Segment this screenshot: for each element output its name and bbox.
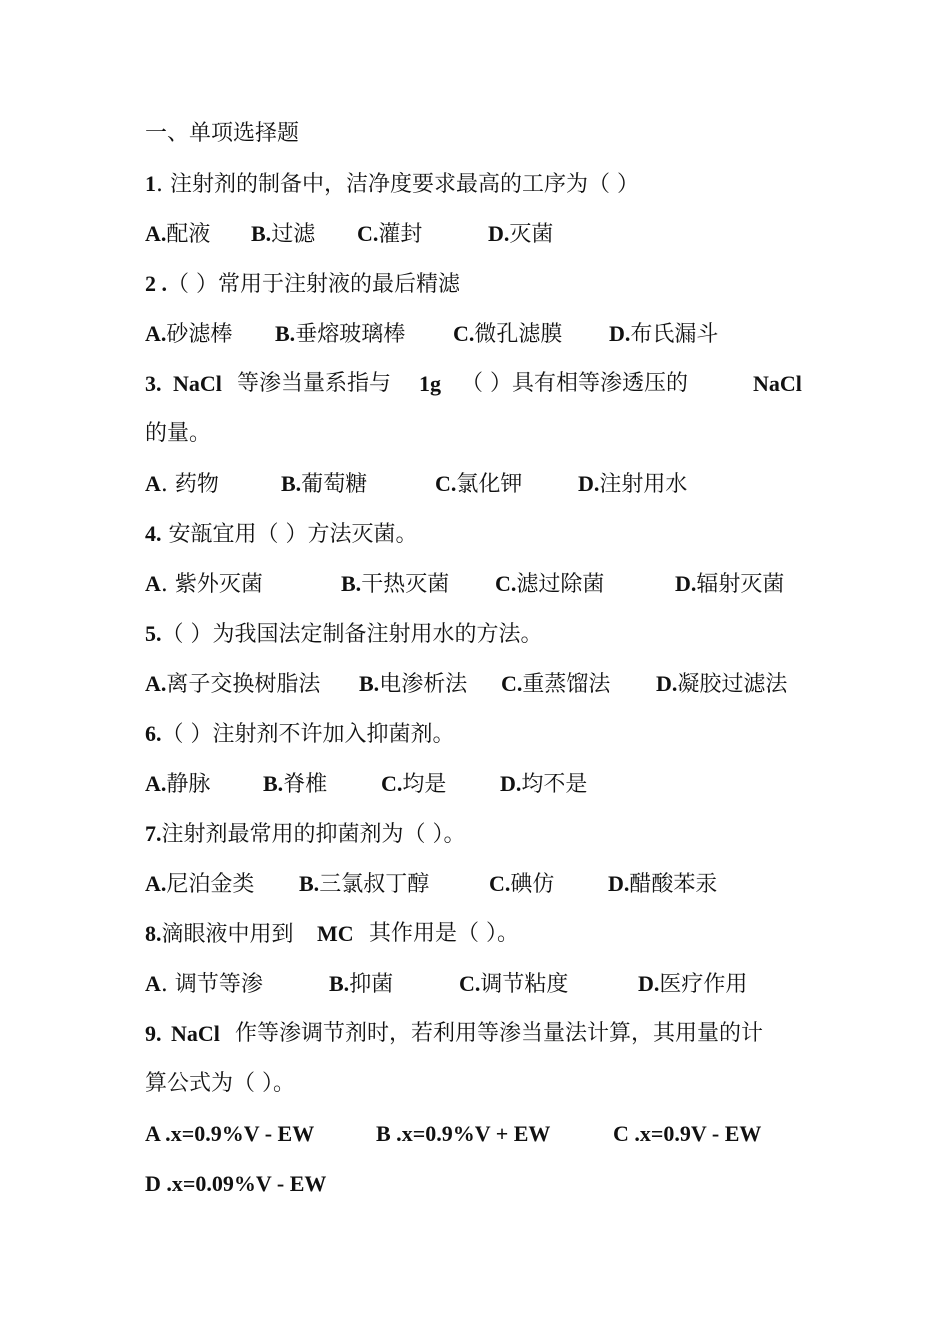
nacl-term: NaCl	[753, 371, 802, 396]
question-number: 8.	[145, 921, 162, 946]
question-5	[145, 619, 543, 650]
mc-term: MC	[317, 921, 354, 946]
question-number: 1	[145, 171, 156, 196]
question-9-continued: 算公式为（ ）。	[145, 1071, 295, 1096]
section-title: 一、单项选择题	[145, 121, 300, 146]
question-text: （ ）常用于注射液的最后精滤	[167, 272, 460, 297]
question-number: 5.	[145, 621, 162, 646]
question-text: （ ）为我国法定制备注射用水的方法。	[161, 622, 543, 647]
question-3-continued: 的量。	[145, 421, 212, 446]
option-d: D.医疗作用	[638, 971, 748, 997]
question-text: 安瓿宜用（ ）方法灭菌。	[168, 522, 418, 547]
option-a: A.尼泊金类	[145, 871, 255, 897]
option-d: D.凝胶过滤法	[656, 671, 788, 697]
question-1	[145, 169, 639, 200]
option-a: A.配液	[145, 221, 211, 247]
option-d: D.均不是	[500, 771, 588, 797]
option-a: A. 调节等渗	[145, 971, 263, 997]
option-c: C.氯化钾	[435, 471, 523, 497]
question-number: 4.	[145, 521, 162, 546]
question-6	[145, 719, 455, 750]
option-d: D.灭菌	[488, 221, 554, 247]
option-c: C.碘仿	[489, 871, 555, 897]
option-a: A.离子交换树脂法	[145, 671, 321, 697]
question-4	[145, 519, 418, 550]
question-text: 注射剂的制备中，洁净度要求最高的工序为（ ）	[170, 172, 639, 197]
nacl-term: NaCl	[171, 1021, 220, 1046]
option-d: D.布氏漏斗	[609, 321, 719, 347]
question-sep: .	[156, 172, 163, 197]
question-number: 6.	[145, 721, 162, 746]
option-b: B.脊椎	[263, 771, 328, 797]
question-text: 其作用是（ ）。	[369, 921, 519, 946]
question-text: （ ）具有相等渗透压的	[461, 371, 688, 396]
option-a: A. 紫外灭菌	[145, 571, 263, 597]
option-c: C.调节粘度	[459, 971, 569, 997]
question-number: 2 .	[145, 271, 167, 296]
question-number: 7.	[145, 821, 162, 846]
option-b: B.垂熔玻璃棒	[275, 321, 406, 347]
question-7	[145, 819, 466, 850]
option-c: C.均是	[381, 771, 447, 797]
mass-term: 1g	[419, 371, 441, 396]
option-b: B.抑菌	[329, 971, 394, 997]
option-b: B .x=0.9%V + EW	[376, 1121, 551, 1146]
option-c: C.滤过除菌	[495, 571, 605, 597]
option-b: B.葡萄糖	[281, 471, 368, 497]
option-b: B.干热灭菌	[341, 571, 450, 597]
option-d: D.醋酸苯汞	[608, 871, 718, 897]
option-c: C.灌封	[357, 221, 423, 247]
option-c: C.微孔滤膜	[453, 321, 563, 347]
question-text: 作等渗调节剂时，若利用等渗当量法计算，其用量的计	[235, 1021, 764, 1046]
question-text: 滴眼液中用到	[161, 922, 294, 947]
option-b: B.过滤	[251, 221, 316, 247]
option-c: C .x=0.9V - EW	[613, 1121, 762, 1146]
option-a: A.静脉	[145, 771, 211, 797]
question-text: 等渗当量系指与	[237, 371, 392, 396]
nacl-term: NaCl	[173, 371, 222, 396]
option-a: A .x=0.9%V - EW	[145, 1121, 315, 1146]
question-text: 注射剂最常用的抑菌剂为（ ）。	[161, 822, 466, 847]
question-9-option-d: D .x=0.09%V - EW	[145, 1171, 327, 1196]
option-a: A. 药物	[145, 471, 219, 497]
question-number: 3.	[145, 371, 162, 396]
option-a: A.砂滤棒	[145, 321, 233, 347]
question-number: 9.	[145, 1021, 162, 1046]
option-d: D.辐射灭菌	[675, 571, 785, 597]
question-text: （ ）注射剂不许加入抑菌剂。	[161, 722, 455, 747]
option-d: D.注射用水	[578, 471, 688, 497]
option-b: B.电渗析法	[359, 671, 468, 697]
question-2	[145, 269, 460, 300]
option-c: C.重蒸馏法	[501, 671, 611, 697]
option-b: B.三氯叔丁醇	[299, 871, 430, 897]
